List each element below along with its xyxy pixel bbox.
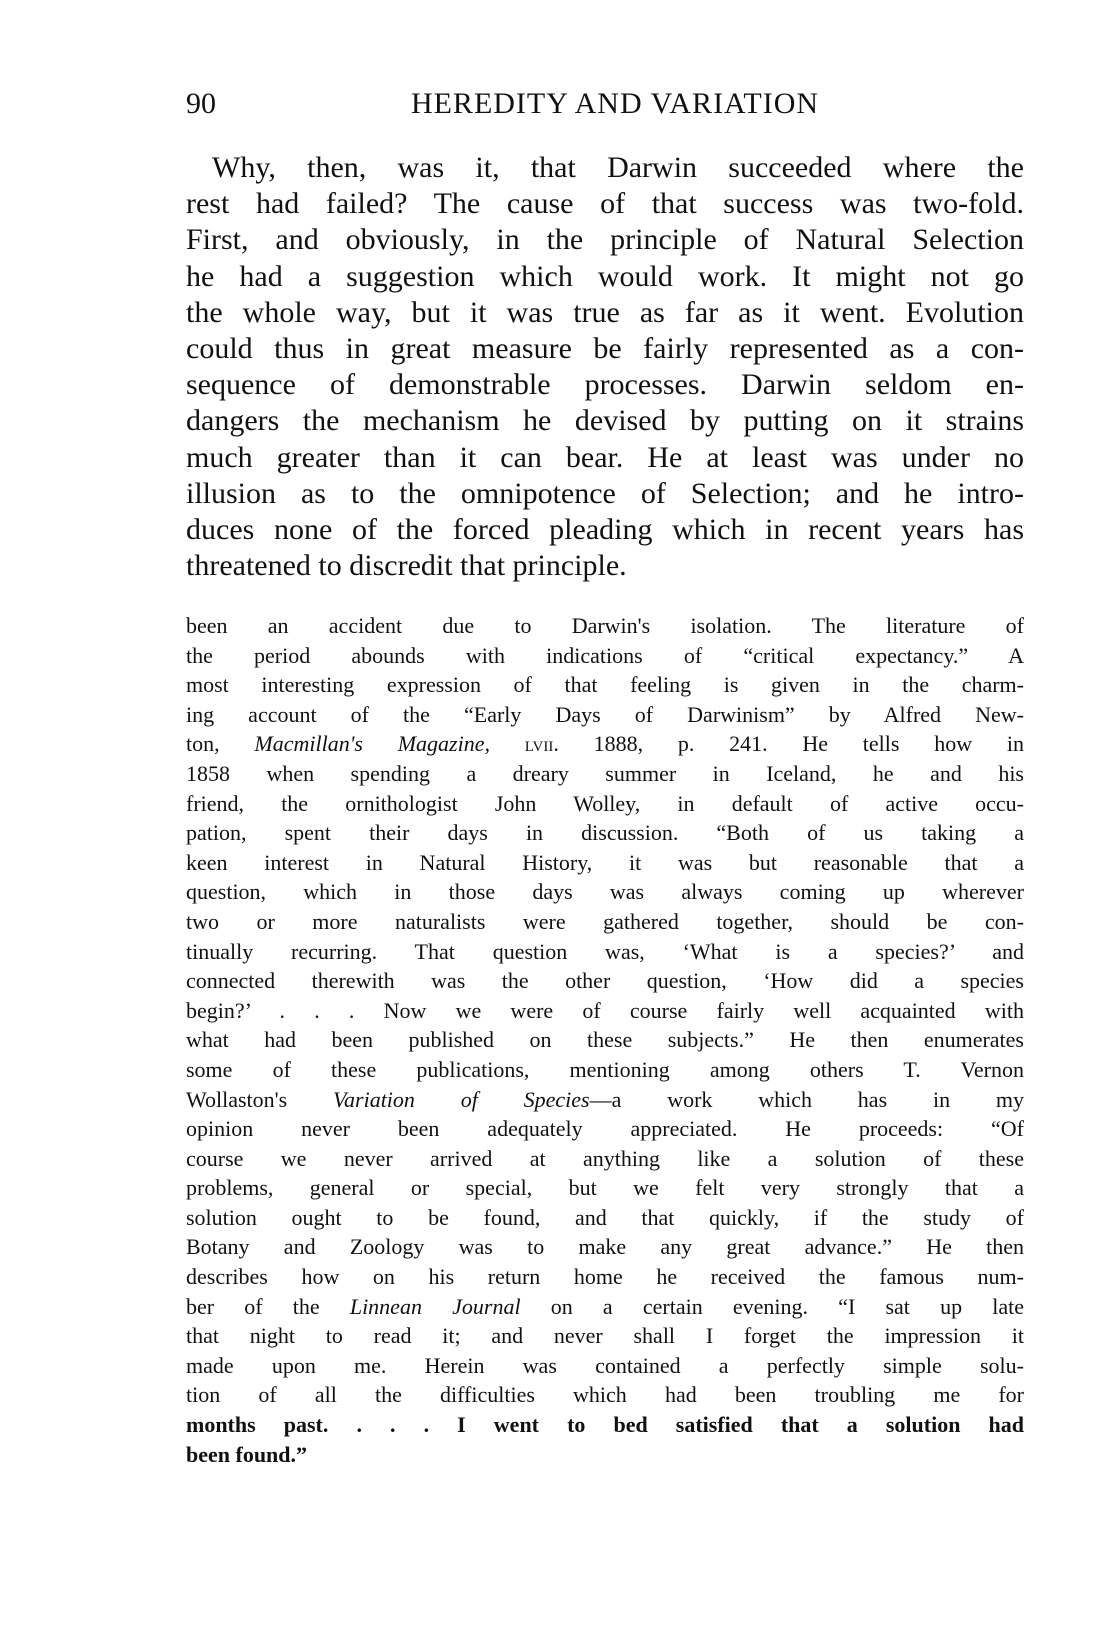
main-line: First, and obviously, in the principle of Natural Selection [186,223,1024,257]
footnote-line: two or more naturalists were gathered together, should be con- [186,908,1024,934]
footnote-line: some of these publications, mentioning among others T. Vernon [186,1056,1024,1082]
footnote-line: question, which in those days was always coming up wherever [186,879,1024,905]
main-line: illusion as to the omnipotence of Selection; and he intro- [186,476,1024,510]
footnote-line: opinion never been adequately appreciated. He proceeds: “Of [186,1116,1024,1142]
main-line: dangers the mechanism he devised by putting on it strains [186,404,1024,438]
footnote-line: tion of all the difficulties which had been troubling me for [186,1382,1024,1408]
main-line: Why, then, was it, that Darwin succeeded where the [212,151,1024,184]
footnote-line: that night to read it; and never shall I forget the impression it [186,1323,1024,1349]
footnote-line: keen interest in Natural History, it was but reasonable that a [186,849,1024,875]
footnote-line: solution ought to be found, and that quickly, if the study of [186,1204,1024,1230]
running-title: HEREDITY AND VARIATION [410,87,820,120]
footnote-text: ber of the [186,1293,350,1319]
main-line: sequence of demonstrable processes. Darwin seldom en- [186,368,1024,402]
main-line: he had a suggestion which would work. It might not go [186,259,1024,293]
footnote-line: made upon me. Herein was contained a perfectly simple solu- [186,1352,1024,1378]
footnote-line: friend, the ornithologist John Wolley, in default of active occu- [186,790,1024,816]
footnote-line: ing account of the “Early Days of Darwinism” by Alfred New- [186,701,1024,727]
footnote-line: 1858 when spending a dreary summer in Iceland, he and his [186,760,1024,786]
footnote-line: most interesting expression of that feeling is given in the charm- [186,672,1024,698]
footnote-line [186,1292,1024,1322]
volume-number: lvii. [524,731,559,757]
footnote-line: describes how on his return home he received the famous num- [186,1264,1024,1290]
footnote [186,611,1024,1469]
main-line: the whole way, but it was true as far as it went. Evolution [186,295,1024,329]
running-head [186,84,1024,134]
footnote-line: tinually recurring. That question was, ‘What is a species?’ and [186,938,1024,964]
footnote-line: what had been published on these subjects.” He then enumerates [186,1027,1024,1053]
footnote-line: connected therewith was the other question, ‘How did a species [186,968,1024,994]
main-paragraph [186,150,1024,584]
footnote-line: pation, spent their days in discussion. “Both of us taking a [186,820,1024,846]
footnote-line: course we never arrived at anything like a solution of these [186,1145,1024,1171]
main-line: duces none of the forced pleading which in recent years has [186,512,1024,546]
journal-title: Linnean Journal [349,1293,521,1319]
footnote-line: the period abounds with indications of “critical expectancy.” A [186,642,1024,668]
footnote-line: Botany and Zoology was to make any great advance.” He then [186,1234,1024,1260]
footnote-text: ton, [186,731,255,757]
book-title: Variation of Species [333,1086,590,1112]
footnote-line: begin?’ . . . Now we were of course fairly well acquainted with [186,997,1024,1023]
footnote-text: on a certain evening. “I sat up late [520,1293,1024,1319]
main-line: much greater than it can bear. He at least was under no [186,440,1024,474]
footnote-line: been an accident due to Darwin's isolation. The literature of [186,613,1024,638]
main-line: threatened to discredit that principle. [186,549,627,583]
footnote-text: Wollaston's [186,1086,334,1112]
journal-title: Macmillan's Magazine, [254,731,490,757]
footnote-line [186,1085,1024,1115]
footnote-text: 1888, p. 241. He tells how in [558,731,1024,757]
page-number: 90 [186,87,216,120]
footnote-line [186,729,1024,759]
footnote-line: been found.” [186,1441,308,1467]
main-line: could thus in great measure be fairly represented as a con- [186,331,1024,365]
footnote-line: months past. . . . I went to bed satisfied that a solution had [186,1412,1024,1438]
footnote-line: problems, general or special, but we felt very strongly that a [186,1175,1024,1201]
main-line: rest had failed? The cause of that success was two-fold. [186,187,1024,221]
footnote-text: —a work which has in my [589,1086,1024,1112]
